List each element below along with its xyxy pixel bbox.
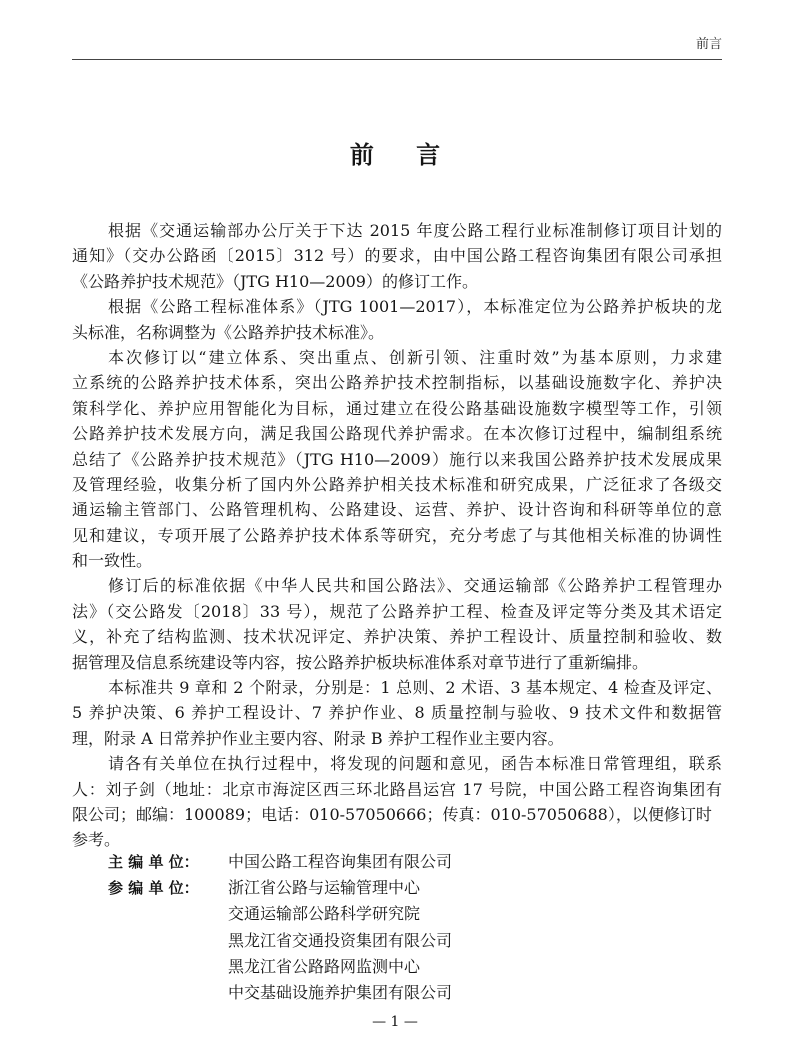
paragraph-line: 公路养护技术发展方向，满足我国公路现代养护需求。在本次修订过程中，编制组系统 (72, 424, 722, 444)
paragraph-line: 限公司；邮编：100089；电话：010-57050666；传真：010-57050688），以便修订时参考。 (72, 804, 712, 850)
paragraph-2 (72, 294, 722, 345)
chief-unit-row (108, 849, 608, 875)
chief-unit-label: 主 编 单 位： (108, 853, 199, 871)
paragraph-1 (72, 218, 722, 294)
chief-unit-name: 中国公路工程咨询集团有限公司 (228, 852, 453, 871)
paragraph-line: 理，附录 A 日常养护作业主要内容、附录 B 养护工程作业主要内容。 (72, 728, 564, 748)
participating-unit-row (108, 954, 608, 980)
paragraph-line: 人：刘子剑（地址：北京市海淀区西三环北路昌运宫 17 号院，中国公路工程咨询集团有 (72, 779, 722, 799)
header-rule (72, 59, 722, 60)
paragraph-line: 通运输主管部门、公路管理机构、公路建设、运营、养护、设计咨询和科研等单位的意 (72, 500, 722, 520)
page-number: — 1 — (372, 1014, 418, 1030)
participating-unit-name: 黑龙江省公路路网监测中心 (228, 956, 421, 976)
paragraph-line: 请各有关单位在执行过程中，将发现的问题和意见，函告本标准日常管理组，联系 (108, 754, 722, 774)
participating-unit-name: 交通运输部公路科学研究院 (228, 904, 421, 924)
paragraph-line: 见和建议，专项开展了公路养护技术体系等研究，充分考虑了与其他相关标准的协调性 (72, 525, 722, 545)
paragraph-line: 根据《交通运输部办公厅关于下达 2015 年度公路工程行业标准制修订项目计划的 (108, 221, 722, 240)
paragraph-line: 总结了《公路养护技术规范》（JTG H10—2009）施行以来我国公路养护技术发展成果 (72, 449, 722, 469)
paragraph-line: 根据《公路工程标准体系》（JTG 1001—2017），本标准定位为公路养护板块的龙 (108, 297, 722, 317)
paragraph-line: 修订后的标准依据《中华人民共和国公路法》、交通运输部《公路养护工程管理办 (108, 576, 722, 596)
paragraph-line: 5 养护决策、6 养护工程设计、7 养护作业、8 质量控制与验收、9 技术文件和数据管 (72, 703, 722, 723)
paragraph-line: 头标准，名称调整为《公路养护技术标准》。 (72, 322, 385, 342)
participating-unit-name: 中交基础设施养护集团有限公司 (228, 982, 453, 1002)
contributing-units (108, 849, 608, 1006)
paragraph-line: 立系统的公路养护技术体系，突出公路养护技术控制指标，以基础设施数字化、养护决 (72, 373, 722, 393)
paragraph-line: 本标准共 9 章和 2 个附录，分别是：1 总则、2 术语、3 基本规定、4 检查及评定、 (108, 678, 722, 698)
participating-unit-row (108, 928, 608, 954)
paragraph-line: 据管理及信息系统建设等内容，按公路养护板块标准体系对章节进行了重新编排。 (72, 652, 649, 672)
paragraph-line: 和一致性。 (72, 551, 153, 571)
paragraph-5 (72, 675, 722, 751)
participating-unit-row (108, 901, 608, 927)
participating-unit-row (108, 875, 608, 901)
paragraph-line: 及管理经验，收集分析了国内外公路养护相关技术标准和研究成果，广泛征求了各级交 (72, 474, 722, 494)
foreword-body (72, 218, 722, 850)
participating-unit-name: 黑龙江省交通投资集团有限公司 (228, 930, 453, 950)
page-title: 前 言 (349, 141, 441, 169)
participating-unit-name: 浙江省公路与运输管理中心 (228, 878, 421, 898)
participating-unit-label: 参 编 单 位： (108, 879, 199, 898)
running-header-title: 前言 (695, 37, 722, 52)
paragraph-line: 通知》（交办公路函〔2015〕312 号）的要求，由中国公路工程咨询集团有限公司承担 (72, 246, 722, 266)
paragraph-line: 策科学化、养护应用智能化为目标，通过建立在役公路基础设施数字模型等工作，引领 (72, 398, 722, 418)
paragraph-line: 法》（交公路发〔2018〕33 号），规范了公路养护工程、检查及评定等分类及其术语定 (72, 601, 722, 621)
paragraph-6 (72, 751, 722, 850)
paragraph-3 (72, 345, 722, 574)
paragraph-line: 义，补充了结构监测、技术状况评定、养护决策、养护工程设计、质量控制和验收、数 (72, 627, 722, 647)
paragraph-4 (72, 573, 722, 675)
paragraph-line: 《公路养护技术规范》（JTG H10—2009）的修订工作。 (72, 271, 478, 291)
participating-unit-row (108, 980, 608, 1006)
paragraph-line: 本次修订以“建立体系、突出重点、创新引领、注重时效”为基本原则，力求建 (108, 347, 722, 367)
